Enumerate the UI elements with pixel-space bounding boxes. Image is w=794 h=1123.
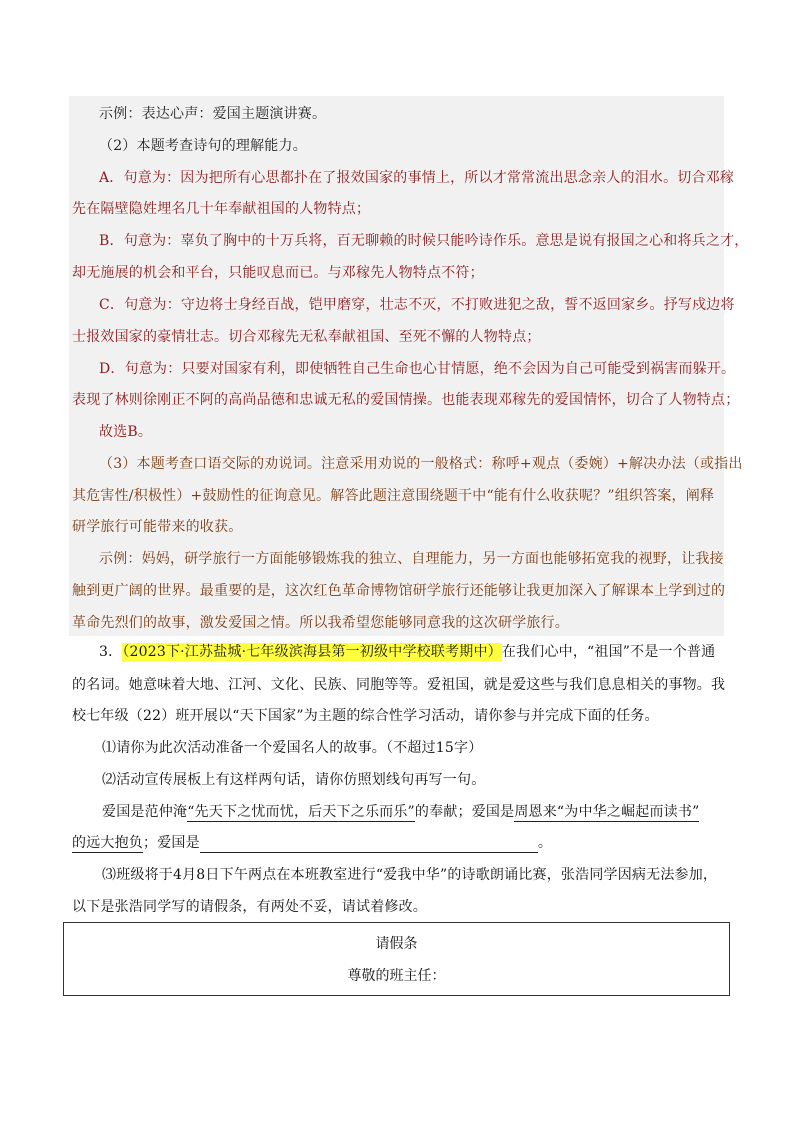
sentence-model-line2 bbox=[72, 834, 552, 853]
answer-option-a-cont: 先在隔壁隐姓埋名几十年奉献祖国的人物特点； bbox=[72, 201, 371, 217]
leave-note-greeting: 尊敬的班主任： bbox=[347, 968, 446, 984]
question-header bbox=[99, 643, 715, 661]
answer-example-1: 示例：表达心声：爱国主题演讲赛。 bbox=[99, 106, 327, 122]
answer-part-2: （2）本题考查诗句的理解能力。 bbox=[99, 138, 307, 154]
leave-note-box bbox=[63, 922, 730, 996]
answer-part-3-cont2: 研学旅行可能带来的收获。 bbox=[72, 519, 243, 535]
question-intro-line3: 校七年级（22）班开展以“天下国家”为主题的综合性学习活动，请你参与并完成下面的任务。 bbox=[72, 708, 659, 724]
answer-option-a: A．句意为：因为把所有心思都扑在了报效国家的事情上，所以才常常流出思念亲人的泪水。切合邓稼 bbox=[99, 170, 735, 186]
answer-option-b: B．句意为：辜负了胸中的十万兵将，百无聊赖的时候只能吟诗作乐。意思是说有报国之心和将兵之才， bbox=[99, 233, 749, 249]
model-underline-b: 周恩来“为中华之崛起而读书” bbox=[514, 804, 700, 820]
answer-option-b-cont: 却无施展的机会和平台，只能叹息而已。与邓稼先人物特点不符； bbox=[72, 265, 484, 281]
answer-option-d-cont: 表现了林则徐刚正不阿的高尚品德和忠诚无私的爱国情操。也能表现邓稼先的爱国情怀，切合了人物特点； bbox=[72, 392, 740, 408]
subquestion-3-cont: 以下是张浩同学写的请假条，有两处不妥，请试着修改。 bbox=[72, 899, 427, 915]
answer-choice: 故选B。 bbox=[99, 424, 153, 440]
sentence-model-line1 bbox=[102, 803, 699, 821]
model-underline-a: “先天下之忧而忧，后天下之乐而乐” bbox=[187, 804, 415, 820]
subquestion-2: ⑵活动宣传展板上有这样两句话，请你仿照划线句再写一句。 bbox=[102, 772, 486, 788]
answer-part-3: （3）本题考查口语交际的劝说词。注意采用劝说的一般格式：称呼+观点（委婉）+解决办法（或指出 bbox=[99, 456, 743, 472]
answer-blank-line[interactable] bbox=[200, 838, 538, 853]
question-number: 3． bbox=[99, 644, 123, 660]
answer-part-3-cont1: 其危害性/积极性）+鼓励性的征询意见。解答此题注意围绕题干中“能有什么收获呢？”组织答案，阐释 bbox=[72, 488, 715, 504]
model-sentence-b: 的奉献；爱国是 bbox=[414, 804, 515, 820]
question-intro-line2: 的名词。她意味着大地、江河、文化、民族、同胞等等。爱祖国，就是爱这些与我们息息相关的事物。我 bbox=[72, 677, 726, 693]
answer-option-c-cont: 士报效国家的豪情壮志。切合邓稼先无私奉献祖国、至死不懈的人物特点； bbox=[72, 329, 541, 345]
model-underline-b-cont: 的远大抱负 bbox=[72, 835, 143, 851]
model-sentence-c: ；爱国是 bbox=[143, 835, 200, 851]
answer-example-3-cont2: 革命先烈们的故事，激发爱国之情。所以我希望您能够同意我的这次研学旅行。 bbox=[72, 615, 569, 631]
subquestion-3: ⑶班级将于4月8日下午两点在本班教室进行“爱我中华”的诗歌朗诵比赛，张浩同学因病无法参加， bbox=[102, 867, 718, 883]
question-intro-start: 在我们心中，“祖国”不是一个普通 bbox=[501, 644, 716, 660]
sentence-end: 。 bbox=[537, 835, 553, 851]
answer-option-c: C．句意为：守边将士身经百战，铠甲磨穿，壮志不灭，不打败进犯之敌，誓不返回家乡。抒写戍边将 bbox=[99, 297, 735, 313]
leave-note-title: 请假条 bbox=[375, 936, 418, 952]
question-source-tag: （2023下·江苏盐城·七年级滨海县第一初级中学校联考期中） bbox=[122, 644, 502, 660]
subquestion-1: ⑴请你为此次活动准备一个爱国名人的故事。（不超过15字） bbox=[102, 740, 483, 756]
answer-example-3-cont1: 触到更广阔的世界。最重要的是，这次红色革命博物馆研学旅行还能够让我更加深入了解课本上学到过的 bbox=[72, 583, 726, 599]
answer-block bbox=[69, 96, 749, 636]
model-sentence-a: 爱国是范仲淹 bbox=[102, 804, 188, 820]
answer-example-3: 示例：妈妈，研学旅行一方面能够锻炼我的独立、自理能力，另一方面也能够拓宽我的视野，让我接 bbox=[99, 551, 724, 567]
answer-option-d: D．句意为：只要对国家有利，即使牺牲自己生命也心甘情愿，绝不会因为自己可能受到祸害而躲开。 bbox=[99, 361, 736, 377]
